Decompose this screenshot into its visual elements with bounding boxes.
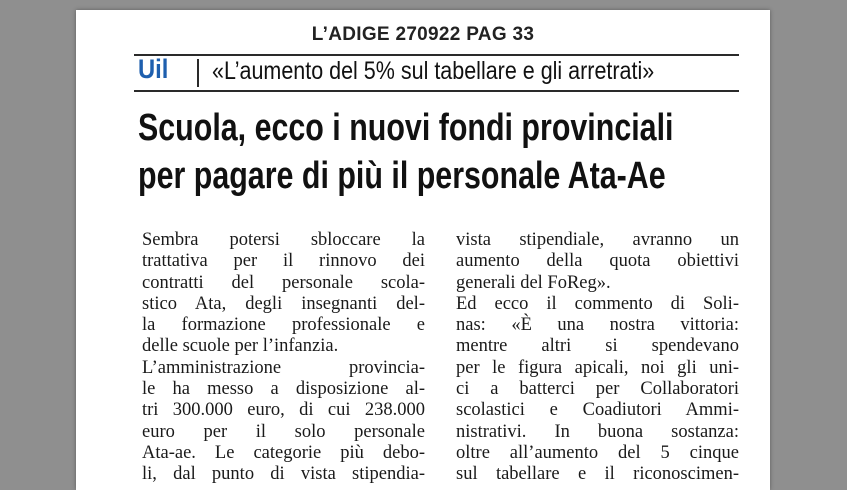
text-line: sul tabellare e il riconoscimen- [456,464,739,485]
top-rule [134,54,739,56]
text-line: mentre altri si spendevano [456,336,739,357]
newspaper-clipping [76,10,770,490]
text-line: trattativa per il rinnovo dei [142,251,425,272]
source-line: L’ADIGE 270922 PAG 33 [311,24,535,45]
text-line: tri 300.000 euro, di cui 238.000 [142,400,425,421]
text-line: Sembra potersi sbloccare la [142,230,425,250]
text-line: aumento della quota obiettivi [456,251,739,272]
headline-line: per pagare di più il personale Ata-Ae [138,155,666,197]
article-column-right [456,230,739,486]
text-line: oltre all’aumento del 5 cinque [456,442,739,463]
text-line: scolastici e Coadiutori Ammi- [456,400,739,421]
text-line: ci a batterci per Collaboratori [456,379,739,400]
text-line: contratti del personale scola- [142,272,425,293]
text-line: stico Ata, degli insegnanti del- [142,293,425,314]
text-line: euro per il solo personale [142,421,425,442]
headline-line: Scuola, ecco i nuovi fondi provinciali [138,107,674,149]
kicker-quote: «L’aumento del 5% sul tabellare e gli arretrati» [212,57,655,85]
text-line: nistrativi. In buona sostanza: [456,421,739,442]
text-line: vista stipendiale, avranno un [456,230,739,250]
text-line: le ha messo a disposizione al- [142,379,425,400]
bottom-rule [134,90,739,92]
article-column-left [142,230,425,486]
text-line: li, dal punto di vista stipendia- [142,464,425,485]
text-line: delle scuole per l’infanzia. [142,336,339,357]
text-line: generali del FoReg». [456,272,611,293]
text-line: nas: «È una nostra vittoria: [456,315,739,336]
kicker-divider [197,59,199,87]
text-line: Ed ecco il commento di Soli- [456,293,739,314]
text-line: L’amministrazione provincia- [142,357,425,378]
text-line: Ata-ae. Le categorie più debo- [142,442,425,463]
text-line: la formazione professionale e [142,315,425,336]
headline [138,104,698,200]
text-line: per le figura apicali, noi gli uni- [456,357,739,378]
union-brand: Uil [138,54,169,84]
